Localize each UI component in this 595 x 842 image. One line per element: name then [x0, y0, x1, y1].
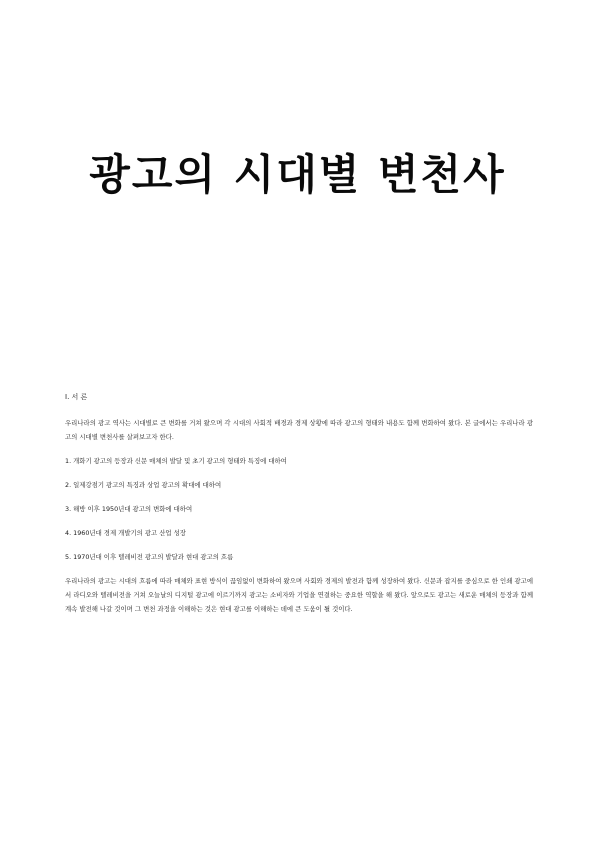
intro-paragraph: 우리나라의 광고 역사는 시대별로 큰 변화를 거쳐 왔으며 각 시대의 사회적 배경과 경제 상황에 따라 광고의 형태와 내용도 함께 변화하여 왔다. 본 글에서는 우리나라 광고의 시대별 변천사를 살펴보고자 한다. — [65, 419, 533, 441]
outline-item-4: 4. 1960년대 경제 개발기의 광고 산업 성장 — [65, 529, 186, 537]
outline-item-3: 3. 해방 이후 1950년대 광고의 변화에 대하여 — [65, 505, 193, 513]
document-title: 광고의 시대별 변천사 — [89, 150, 506, 199]
outline-item-2: 2. 일제강점기 광고의 특징과 상업 광고의 확대에 대하여 — [65, 481, 222, 489]
section-heading: Ⅰ. 서 론 — [65, 393, 88, 401]
conclusion-paragraph: 우리나라의 광고는 시대의 흐름에 따라 매체와 표현 방식이 끊임없이 변화하여 왔으며 사회와 경제의 발전과 함께 성장하여 왔다. 신문과 잡지를 중심으로 한 인쇄 광고에서 라디오와 텔레비전을 거쳐 오늘날의 디지털 광고에 이르기까지 광고는 소비자와 기업을 연결하는 중요한 역할을 해 왔다. 앞으로도 광고는 새로운 매체의 등장과 함께 계속 발전해 나갈 것이며 그 변천 과정을 이해하는 것은 현대 광고를 이해하는 데에 큰 도움이 될 것이다. — [65, 577, 533, 613]
document-body — [65, 390, 533, 626]
outline-item-5: 5. 1970년대 이후 텔레비전 광고의 발달과 현대 광고의 흐름 — [65, 553, 234, 561]
outline-item-1: 1. 개화기 광고의 등장과 신문 매체의 발달 및 초기 광고의 형태와 특징에 대하여 — [65, 457, 287, 465]
